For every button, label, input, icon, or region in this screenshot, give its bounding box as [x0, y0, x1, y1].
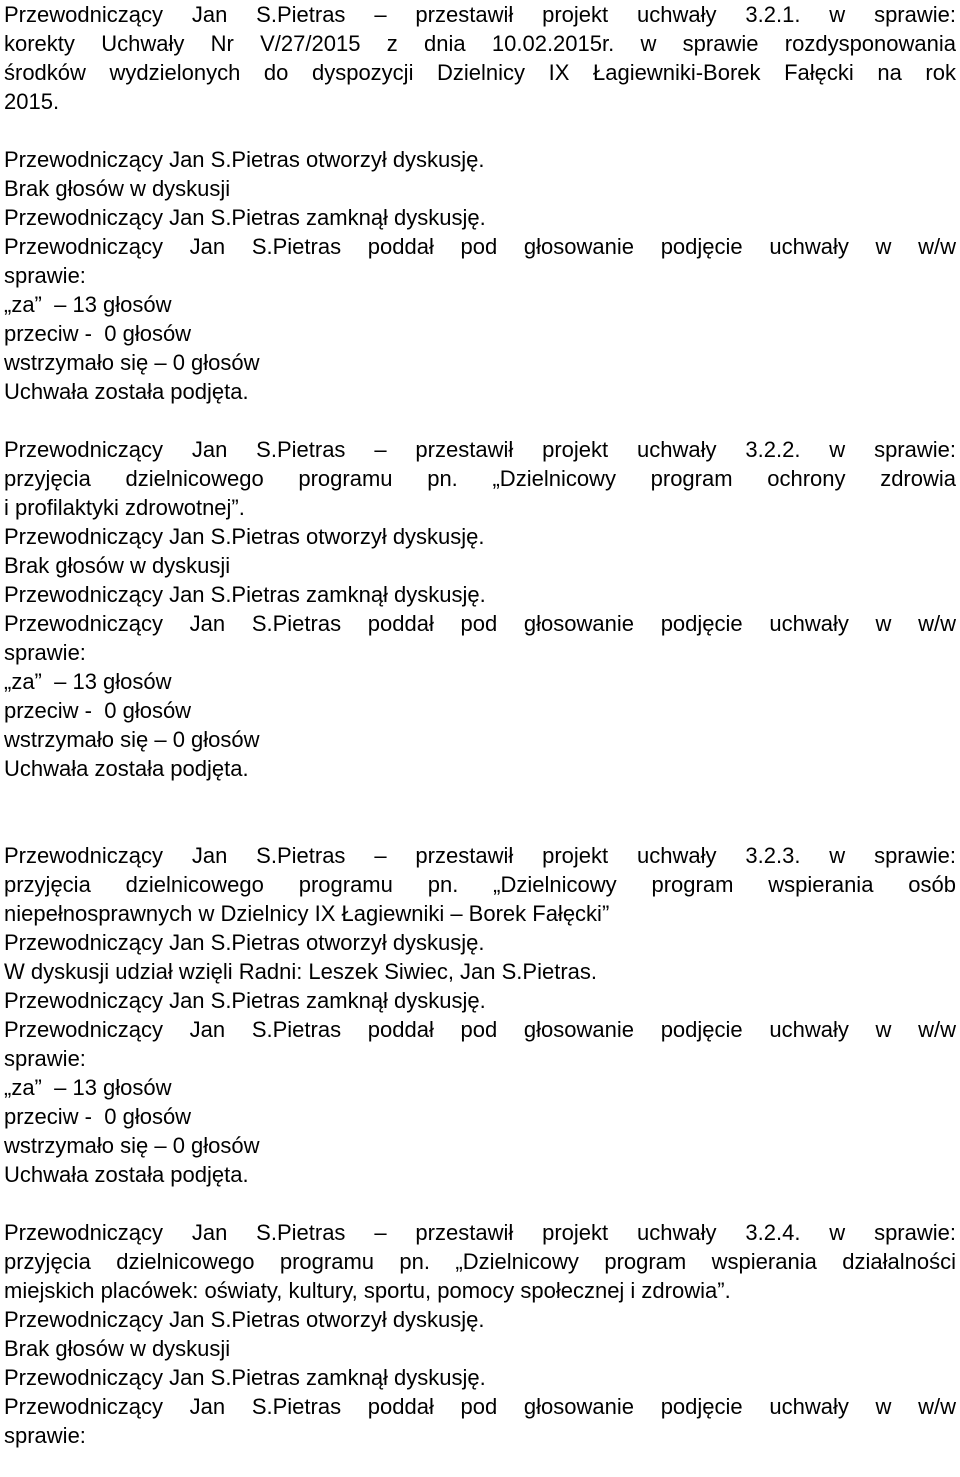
resolution-result: Uchwała została podjęta.	[4, 379, 249, 404]
vote-against: przeciw - 0 głosów	[4, 698, 192, 723]
vote-intro-last: sprawie:	[4, 1423, 86, 1448]
intro-line: Przewodniczący Jan S.Pietras – przestawił projekt uchwały 3.2.2. w sprawie:	[4, 437, 956, 462]
intro-line-last: 2015.	[4, 89, 60, 114]
resolution-result: Uchwała została podjęta.	[4, 756, 249, 781]
section-3-2-2	[4, 435, 956, 783]
discussion-content: Brak głosów w dyskusji	[4, 1336, 231, 1361]
discussion-opened: Przewodniczący Jan S.Pietras otworzył dyskusję.	[4, 524, 485, 549]
discussion-closed: Przewodniczący Jan S.Pietras zamknął dyskusję.	[4, 205, 486, 230]
vote-intro-last: sprawie:	[4, 263, 86, 288]
discussion-opened: Przewodniczący Jan S.Pietras otworzył dyskusję.	[4, 930, 485, 955]
section-3-2-1	[4, 0, 956, 406]
section-3-2-3	[4, 841, 956, 1189]
discussion-closed: Przewodniczący Jan S.Pietras zamknął dyskusję.	[4, 1365, 486, 1390]
intro-line: korekty Uchwały Nr V/27/2015 z dnia 10.02.2015r. w sprawie rozdysponowania	[4, 31, 956, 56]
vote-intro-last: sprawie:	[4, 640, 86, 665]
vote-against: przeciw - 0 głosów	[4, 1104, 192, 1129]
discussion-closed: Przewodniczący Jan S.Pietras zamknął dyskusję.	[4, 988, 486, 1013]
section-3-2-4	[4, 1218, 956, 1450]
vote-abstain: wstrzymało się – 0 głosów	[4, 727, 260, 752]
intro-line: przyjęcia dzielnicowego programu pn. „Dzielnicowy program wspierania osób	[4, 872, 956, 897]
intro-line: przyjęcia dzielnicowego programu pn. „Dzielnicowy program ochrony zdrowia	[4, 466, 956, 491]
vote-intro: Przewodniczący Jan S.Pietras poddał pod głosowanie podjęcie uchwały w w/w	[4, 234, 956, 259]
resolution-result: Uchwała została podjęta.	[4, 1162, 249, 1187]
intro-line-last: niepełnosprawnych w Dzielnicy IX Łagiewniki – Borek Fałęcki”	[4, 901, 610, 926]
vote-intro: Przewodniczący Jan S.Pietras poddał pod głosowanie podjęcie uchwały w w/w	[4, 1394, 956, 1419]
intro-line: przyjęcia dzielnicowego programu pn. „Dzielnicowy program wspierania działalności	[4, 1249, 956, 1274]
vote-for: „za” – 13 głosów	[4, 1075, 172, 1100]
vote-intro: Przewodniczący Jan S.Pietras poddał pod głosowanie podjęcie uchwały w w/w	[4, 611, 956, 636]
intro-line-last: i profilaktyki zdrowotnej”.	[4, 495, 245, 520]
discussion-content: W dyskusji udział wzięli Radni: Leszek Siwiec, Jan S.Pietras.	[4, 959, 598, 984]
vote-intro-last: sprawie:	[4, 1046, 86, 1071]
intro-line: Przewodniczący Jan S.Pietras – przestawił projekt uchwały 3.2.4. w sprawie:	[4, 1220, 956, 1245]
intro-line: Przewodniczący Jan S.Pietras – przestawił projekt uchwały 3.2.1. w sprawie:	[4, 2, 956, 27]
intro-line-last: miejskich placówek: oświaty, kultury, sportu, pomocy społecznej i zdrowia”.	[4, 1278, 731, 1303]
discussion-content: Brak głosów w dyskusji	[4, 553, 231, 578]
vote-abstain: wstrzymało się – 0 głosów	[4, 1133, 260, 1158]
discussion-closed: Przewodniczący Jan S.Pietras zamknął dyskusję.	[4, 582, 486, 607]
intro-line: Przewodniczący Jan S.Pietras – przestawił projekt uchwały 3.2.3. w sprawie:	[4, 843, 956, 868]
discussion-opened: Przewodniczący Jan S.Pietras otworzył dyskusję.	[4, 1307, 485, 1332]
intro-line: środków wydzielonych do dyspozycji Dzielnicy IX Łagiewniki-Borek Fałęcki na rok	[4, 60, 956, 85]
vote-for: „za” – 13 głosów	[4, 292, 172, 317]
vote-for: „za” – 13 głosów	[4, 669, 172, 694]
discussion-opened: Przewodniczący Jan S.Pietras otworzył dyskusję.	[4, 147, 485, 172]
vote-against: przeciw - 0 głosów	[4, 321, 192, 346]
discussion-content: Brak głosów w dyskusji	[4, 176, 231, 201]
vote-abstain: wstrzymało się – 0 głosów	[4, 350, 260, 375]
vote-intro: Przewodniczący Jan S.Pietras poddał pod głosowanie podjęcie uchwały w w/w	[4, 1017, 956, 1042]
